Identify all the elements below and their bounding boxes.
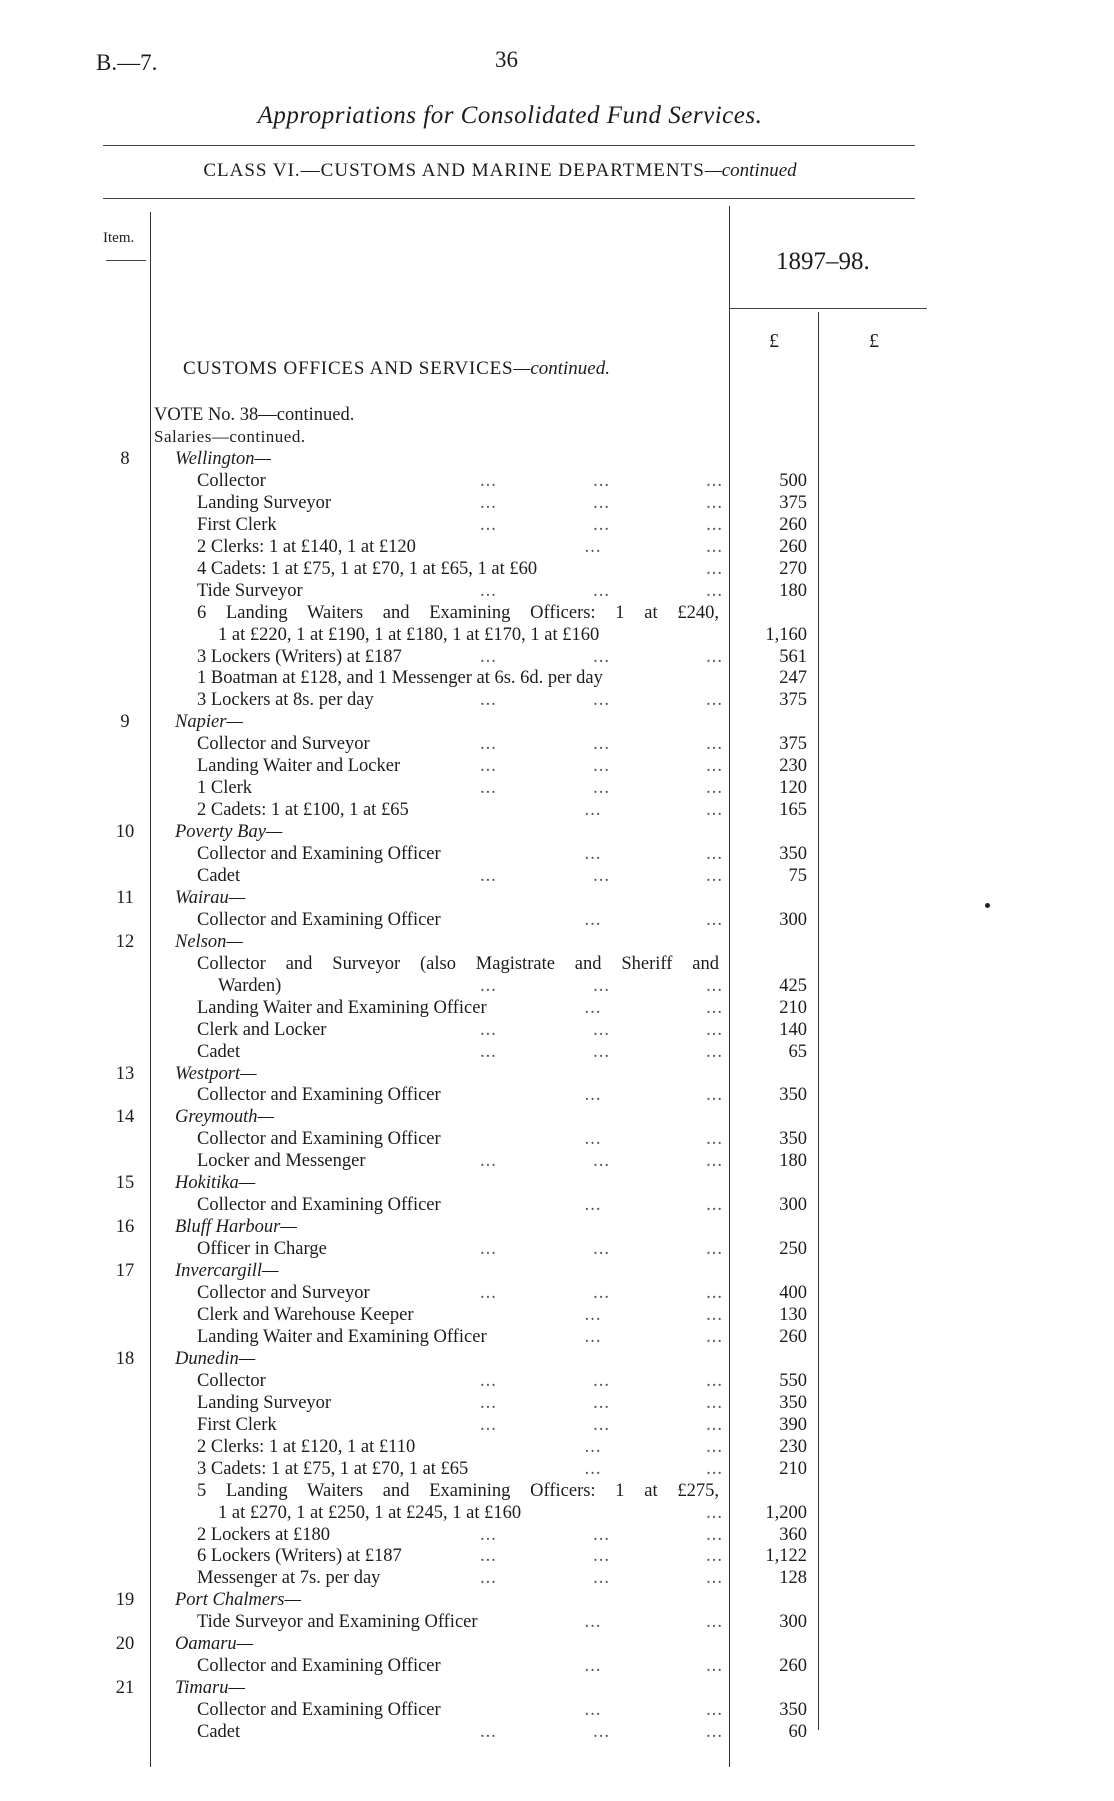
table-row bbox=[0, 1348, 1114, 1370]
leader-dots: ... ... bbox=[584, 1304, 723, 1325]
row-amount: 400 bbox=[779, 1283, 807, 1303]
row-label: Collector and Examining Officer bbox=[197, 1085, 441, 1106]
item-number: 8 bbox=[120, 448, 130, 469]
table-row bbox=[0, 602, 1114, 624]
row-amount: 180 bbox=[779, 580, 807, 601]
row-label: Collector and Examining Officer bbox=[197, 1129, 441, 1150]
row-label: 1 at £220, 1 at £190, 1 at £180, 1 at £170, 1 at £160 bbox=[218, 624, 600, 645]
table-row bbox=[0, 1041, 1114, 1063]
row-amount: 500 bbox=[779, 470, 807, 491]
table-row bbox=[0, 1128, 1114, 1150]
leader-dots: ... ... ... bbox=[480, 1392, 723, 1413]
table-row bbox=[0, 1084, 1114, 1106]
table-row bbox=[0, 1436, 1114, 1458]
row-amount: 550 bbox=[779, 1370, 807, 1391]
row-amount: 210 bbox=[779, 997, 807, 1018]
table-row bbox=[0, 1524, 1114, 1546]
row-amount: 230 bbox=[779, 756, 807, 777]
row-label: Landing Surveyor bbox=[197, 1392, 332, 1413]
item-number: 21 bbox=[115, 1678, 135, 1699]
table-row bbox=[0, 1721, 1114, 1743]
table-row bbox=[0, 1458, 1114, 1480]
row-label: Locker and Messenger bbox=[197, 1151, 366, 1172]
leader-dots: ... ... ... bbox=[480, 1019, 723, 1040]
row-label: Collector and Examining Officer bbox=[197, 1700, 441, 1720]
table-row bbox=[0, 733, 1114, 755]
row-label: Nelson— bbox=[175, 931, 243, 952]
leader-dots: ... ... bbox=[584, 1129, 723, 1150]
row-amount: 300 bbox=[779, 909, 807, 930]
leader-dots: ... ... ... bbox=[480, 1546, 723, 1567]
item-number: 18 bbox=[115, 1348, 135, 1369]
leader-dots: ... ... bbox=[584, 800, 723, 821]
leader-dots: ... ... ... bbox=[480, 778, 723, 799]
row-label: Poverty Bay— bbox=[175, 822, 283, 842]
row-label: Collector and Surveyor (also Magistrate and Sheriff and bbox=[197, 953, 719, 974]
table-row bbox=[0, 799, 1114, 821]
row-label: 3 Cadets: 1 at £75, 1 at £70, 1 at £65 bbox=[197, 1458, 469, 1479]
row-label: Landing Waiter and Locker bbox=[197, 756, 401, 777]
row-amount: 128 bbox=[779, 1568, 807, 1589]
row-amount: 375 bbox=[779, 690, 807, 711]
row-amount: 375 bbox=[779, 492, 807, 513]
leader-dots: ... ... bbox=[584, 1656, 723, 1677]
table-row bbox=[0, 755, 1114, 777]
row-amount: 350 bbox=[779, 844, 807, 864]
table-row bbox=[0, 1699, 1114, 1721]
row-label: Cadet bbox=[197, 1722, 241, 1742]
row-amount: 350 bbox=[779, 1129, 807, 1150]
table-row bbox=[0, 448, 1114, 470]
leader-dots: ... ... bbox=[584, 536, 723, 557]
row-label: Invercargill— bbox=[175, 1261, 279, 1281]
year-header: 1897–98. bbox=[776, 248, 870, 275]
table-row bbox=[0, 1019, 1114, 1041]
table-row bbox=[0, 1063, 1114, 1085]
row-amount: 1,160 bbox=[765, 624, 807, 645]
table-row bbox=[0, 558, 1114, 580]
table-row bbox=[0, 492, 1114, 514]
table-row bbox=[0, 580, 1114, 602]
leader-dots: ... ... ... bbox=[480, 1568, 723, 1589]
table-row bbox=[0, 909, 1114, 931]
row-label: Warden) bbox=[218, 975, 282, 996]
row-amount: 300 bbox=[779, 1612, 807, 1633]
table-row bbox=[0, 1611, 1114, 1633]
item-number: 13 bbox=[115, 1063, 135, 1084]
row-amount: 250 bbox=[779, 1239, 807, 1260]
row-amount: 375 bbox=[779, 734, 807, 755]
table-row bbox=[0, 777, 1114, 799]
row-label: Landing Waiter and Examining Officer bbox=[197, 997, 487, 1018]
row-amount: 230 bbox=[779, 1436, 807, 1457]
row-label: Salaries—continued. bbox=[154, 426, 306, 446]
row-label: Collector and Examining Officer bbox=[197, 909, 441, 930]
row-label: Clerk and Warehouse Keeper bbox=[197, 1304, 414, 1325]
table-row bbox=[0, 997, 1114, 1019]
row-label: Collector and Examining Officer bbox=[197, 1195, 441, 1216]
page-number: 36 bbox=[495, 47, 518, 72]
item-number: 19 bbox=[115, 1590, 135, 1611]
row-label: Collector and Surveyor bbox=[197, 734, 370, 755]
leader-dots: ... ... ... bbox=[480, 514, 723, 535]
row-label: 1 Boatman at £128, and 1 Messenger at 6s. 6d. per day bbox=[197, 668, 603, 689]
leader-dots: ... ... ... bbox=[480, 492, 723, 513]
row-label: Hokitika— bbox=[175, 1173, 256, 1194]
item-number: 10 bbox=[115, 822, 135, 842]
row-amount: 180 bbox=[779, 1151, 807, 1172]
item-number: 11 bbox=[116, 887, 134, 908]
table-row bbox=[0, 1172, 1114, 1194]
row-amount: 60 bbox=[788, 1722, 807, 1742]
leader-dots: ... ... bbox=[584, 844, 723, 864]
table-row bbox=[0, 1260, 1114, 1282]
leader-dots: ... ... ... bbox=[480, 756, 723, 777]
leader-dots: ... ... bbox=[584, 1195, 723, 1216]
leader-dots: ... ... ... bbox=[480, 866, 723, 886]
leader-dots: ... ... ... bbox=[480, 580, 723, 601]
pound-sign-column-2: £ bbox=[869, 330, 879, 352]
section-heading-suffix: —continued. bbox=[513, 358, 610, 379]
leader-dots: ... ... ... bbox=[480, 690, 723, 711]
row-label: Collector bbox=[197, 470, 266, 491]
table-row bbox=[0, 953, 1114, 975]
row-label: Landing Waiter and Examining Officer bbox=[197, 1326, 487, 1347]
item-number: 9 bbox=[120, 712, 130, 733]
leader-dots: ... ... ... bbox=[480, 734, 723, 755]
row-amount: 260 bbox=[779, 1656, 807, 1677]
row-label: Oamaru— bbox=[175, 1634, 254, 1655]
table-row bbox=[0, 1567, 1114, 1589]
row-amount: 130 bbox=[779, 1304, 807, 1325]
table-row bbox=[0, 1545, 1114, 1567]
table-row bbox=[0, 1216, 1114, 1238]
leader-dots: ... ... ... bbox=[480, 1151, 723, 1172]
class-heading-text: CLASS VI.—CUSTOMS AND MARINE DEPARTMENTS bbox=[203, 160, 705, 181]
table-row bbox=[0, 887, 1114, 909]
row-amount: 1,122 bbox=[765, 1546, 807, 1567]
table-row bbox=[0, 1370, 1114, 1392]
table-row bbox=[0, 624, 1114, 646]
table-row bbox=[0, 931, 1114, 953]
row-amount: 350 bbox=[779, 1085, 807, 1106]
row-amount: 350 bbox=[779, 1392, 807, 1413]
class-heading-suffix: —continued bbox=[704, 160, 797, 181]
page-title: Appropriations for Consolidated Fund Services. bbox=[257, 102, 763, 129]
table-row bbox=[0, 1194, 1114, 1216]
table-row bbox=[0, 514, 1114, 536]
row-label: Port Chalmers— bbox=[175, 1590, 301, 1611]
row-label: 1 at £270, 1 at £250, 1 at £245, 1 at £160 bbox=[218, 1502, 522, 1523]
row-label: Timaru— bbox=[175, 1678, 245, 1699]
item-number: 12 bbox=[115, 931, 135, 952]
leader-dots: ... ... bbox=[584, 1326, 723, 1347]
leader-dots: ... ... bbox=[584, 909, 723, 930]
row-label: Collector and Examining Officer bbox=[197, 844, 441, 864]
leader-dots: ... ... ... bbox=[480, 646, 723, 667]
row-label: Dunedin— bbox=[175, 1348, 256, 1369]
table-row bbox=[0, 1150, 1114, 1172]
table-row bbox=[0, 865, 1114, 887]
row-amount: 561 bbox=[779, 646, 807, 667]
row-label: Collector and Surveyor bbox=[197, 1283, 370, 1303]
row-label: 1 Clerk bbox=[197, 778, 252, 799]
item-number: 16 bbox=[115, 1217, 135, 1238]
leader-dots: ... ... bbox=[584, 1436, 723, 1457]
row-label: 6 Landing Waiters and Examining Officers: 1 at £240, bbox=[197, 602, 719, 623]
row-amount: 300 bbox=[779, 1195, 807, 1216]
row-label: 2 Clerks: 1 at £120, 1 at £110 bbox=[197, 1436, 416, 1457]
row-label: Clerk and Locker bbox=[197, 1019, 327, 1040]
row-label: 5 Landing Waiters and Examining Officers: 1 at £275, bbox=[197, 1480, 719, 1501]
item-number: 17 bbox=[115, 1261, 135, 1281]
row-label: Wairau— bbox=[175, 887, 246, 908]
table-row bbox=[0, 646, 1114, 668]
table-row bbox=[0, 1106, 1114, 1128]
leader-dots: ... ... ... bbox=[480, 1041, 723, 1062]
table-row bbox=[0, 1633, 1114, 1655]
table-row bbox=[0, 536, 1114, 558]
row-amount: 1,200 bbox=[765, 1502, 807, 1523]
row-label: Landing Surveyor bbox=[197, 492, 332, 513]
table-row bbox=[0, 470, 1114, 492]
table-row bbox=[0, 1502, 1114, 1524]
row-label: Wellington— bbox=[175, 448, 271, 469]
table-row bbox=[0, 1414, 1114, 1436]
row-label: Tide Surveyor bbox=[197, 580, 303, 601]
row-amount: 247 bbox=[779, 668, 807, 689]
table-row bbox=[0, 1304, 1114, 1326]
leader-dots: ... ... bbox=[584, 1085, 723, 1106]
row-amount: 140 bbox=[779, 1019, 807, 1040]
row-amount: 390 bbox=[779, 1414, 807, 1435]
row-label: Bluff Harbour— bbox=[175, 1217, 297, 1238]
table-row bbox=[0, 1238, 1114, 1260]
table-row bbox=[0, 1589, 1114, 1611]
section-heading-text: CUSTOMS OFFICES AND SERVICES bbox=[183, 358, 514, 379]
row-amount: 210 bbox=[779, 1458, 807, 1479]
item-column-header: Item. bbox=[103, 230, 135, 246]
row-label: 4 Cadets: 1 at £75, 1 at £70, 1 at £65, 1 at £60 bbox=[197, 558, 538, 579]
row-label: 3 Lockers (Writers) at £187 bbox=[197, 646, 402, 667]
margin-dot bbox=[985, 903, 990, 908]
table-row bbox=[0, 667, 1114, 689]
table-row bbox=[0, 426, 1114, 448]
table-row bbox=[0, 711, 1114, 733]
row-label: 3 Lockers at 8s. per day bbox=[197, 690, 374, 711]
leader-dots: ... ... ... bbox=[480, 975, 723, 996]
leader-dots: ... ... ... bbox=[480, 1722, 723, 1742]
item-number: 15 bbox=[115, 1173, 135, 1194]
row-label: First Clerk bbox=[197, 514, 277, 535]
table-row bbox=[0, 689, 1114, 711]
row-label: Collector bbox=[197, 1370, 266, 1391]
table-row bbox=[0, 1480, 1114, 1502]
row-label: Messenger at 7s. per day bbox=[197, 1568, 381, 1589]
row-amount: 120 bbox=[779, 778, 807, 799]
leader-dots: ... bbox=[706, 1502, 723, 1523]
row-label: VOTE No. 38—continued. bbox=[154, 405, 355, 425]
row-label: Tide Surveyor and Examining Officer bbox=[197, 1612, 478, 1633]
table-row bbox=[0, 1655, 1114, 1677]
row-label: Cadet bbox=[197, 1041, 241, 1062]
item-number: 20 bbox=[115, 1634, 135, 1655]
table-row bbox=[0, 821, 1114, 843]
row-label: 2 Lockers at £180 bbox=[197, 1524, 331, 1545]
row-amount: 165 bbox=[779, 800, 807, 821]
row-amount: 65 bbox=[788, 1041, 807, 1062]
row-label: Greymouth— bbox=[175, 1107, 274, 1128]
leader-dots: ... bbox=[706, 558, 723, 579]
row-label: Westport— bbox=[175, 1063, 257, 1084]
leader-dots: ... ... ... bbox=[480, 1239, 723, 1260]
item-number: 14 bbox=[115, 1107, 135, 1128]
table-row bbox=[0, 1282, 1114, 1304]
row-label: Collector and Examining Officer bbox=[197, 1656, 441, 1677]
row-label: 2 Cadets: 1 at £100, 1 at £65 bbox=[197, 800, 409, 821]
row-label: Napier— bbox=[175, 712, 243, 733]
document-reference: B.—7. bbox=[96, 50, 158, 75]
row-amount: 350 bbox=[779, 1700, 807, 1720]
row-amount: 75 bbox=[788, 866, 807, 886]
pound-sign-column-1: £ bbox=[769, 330, 779, 352]
row-label: Officer in Charge bbox=[197, 1239, 327, 1260]
row-label: Cadet bbox=[197, 866, 241, 886]
row-amount: 260 bbox=[779, 1326, 807, 1347]
row-amount: 425 bbox=[779, 975, 807, 996]
row-amount: 260 bbox=[779, 536, 807, 557]
table-row bbox=[0, 1392, 1114, 1414]
row-amount: 270 bbox=[779, 558, 807, 579]
table-row bbox=[0, 1326, 1114, 1348]
leader-dots: ... ... ... bbox=[480, 1283, 723, 1303]
leader-dots: ... ... ... bbox=[480, 470, 723, 491]
row-amount: 260 bbox=[779, 514, 807, 535]
leader-dots: ... ... bbox=[584, 997, 723, 1018]
row-amount: 360 bbox=[779, 1524, 807, 1545]
row-label: 2 Clerks: 1 at £140, 1 at £120 bbox=[197, 536, 416, 557]
table-row bbox=[0, 975, 1114, 997]
leader-dots: ... ... ... bbox=[480, 1414, 723, 1435]
row-label: First Clerk bbox=[197, 1414, 277, 1435]
table-row bbox=[0, 843, 1114, 865]
leader-dots: ... ... ... bbox=[480, 1524, 723, 1545]
leader-dots: ... ... bbox=[584, 1612, 723, 1633]
table-row bbox=[0, 1677, 1114, 1699]
leader-dots: ... ... bbox=[584, 1700, 723, 1720]
leader-dots: ... ... bbox=[584, 1458, 723, 1479]
leader-dots: ... ... ... bbox=[480, 1370, 723, 1391]
row-label: 6 Lockers (Writers) at £187 bbox=[197, 1546, 402, 1567]
table-row bbox=[0, 404, 1114, 426]
